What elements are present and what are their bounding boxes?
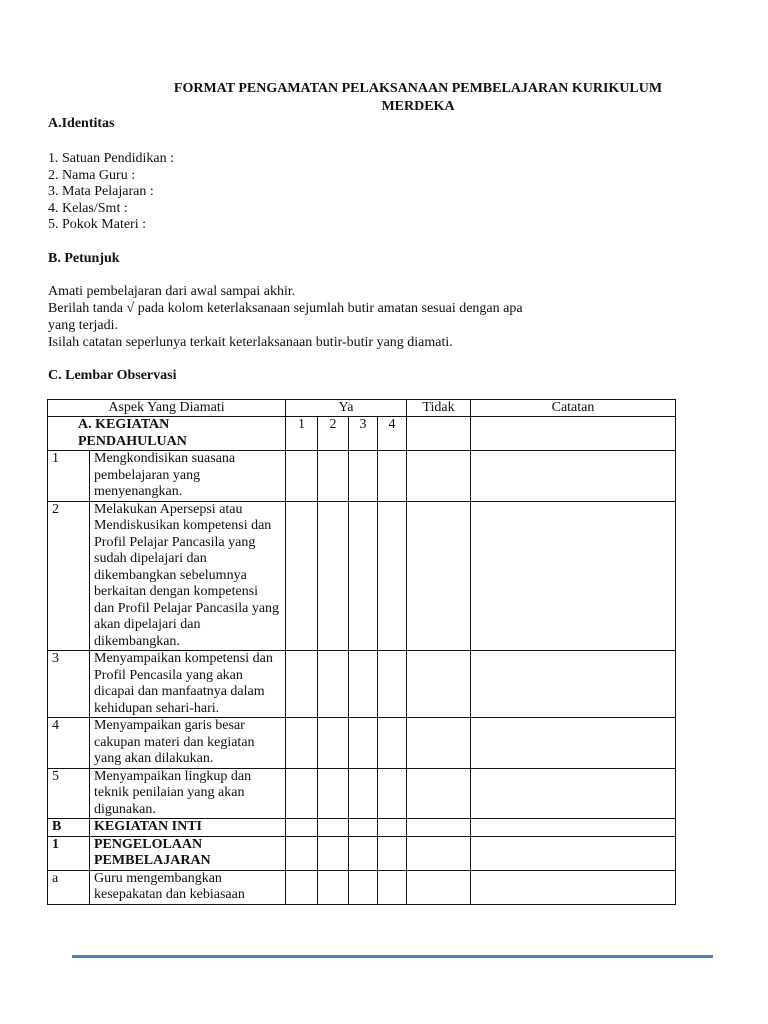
score-1: 1	[286, 417, 318, 451]
check-cell[interactable]	[378, 836, 407, 870]
table-row	[48, 451, 676, 502]
row-text: Menyampaikan kompetensi dan Profil Pencasila yang akan dicapai dan manfaatnya dalam kehidupan sehari-hari.	[90, 651, 286, 718]
row-number: 5	[48, 768, 90, 819]
title-line-2: MERDEKA	[381, 99, 455, 114]
row-text: Mengkondisikan suasana pembelajaran yang menyenangkan.	[90, 451, 286, 502]
score-2: 2	[318, 417, 349, 451]
section-b-label: KEGIATAN INTI	[90, 819, 286, 837]
check-cell[interactable]	[378, 718, 407, 769]
score-3: 3	[349, 417, 378, 451]
catatan-cell[interactable]	[471, 718, 676, 769]
check-cell[interactable]	[286, 501, 318, 651]
col-aspek: Aspek Yang Diamati	[48, 400, 286, 417]
catatan-cell[interactable]	[471, 870, 676, 904]
field-pokok-materi: 5. Pokok Materi :	[48, 217, 146, 232]
field-kelas-smt: 4. Kelas/Smt :	[48, 201, 128, 216]
petunjuk-heading: B. Petunjuk	[48, 251, 120, 266]
row-number: 3	[48, 651, 90, 718]
catatan-cell[interactable]	[471, 768, 676, 819]
check-cell[interactable]	[318, 651, 349, 718]
field-mata-pelajaran: 3. Mata Pelajaran :	[48, 184, 154, 199]
catatan-cell[interactable]	[471, 451, 676, 502]
field-satuan-pendidikan: 1. Satuan Pendidikan :	[48, 151, 174, 166]
check-cell[interactable]	[378, 870, 407, 904]
check-cell[interactable]	[318, 870, 349, 904]
section-b-number: B	[48, 819, 90, 837]
check-cell[interactable]	[318, 819, 349, 837]
check-cell[interactable]	[349, 768, 378, 819]
tidak-cell[interactable]	[407, 836, 471, 870]
petunjuk-line: Amati pembelajaran dari awal sampai akhir.	[48, 284, 296, 299]
col-ya: Ya	[286, 400, 407, 417]
row-number: 2	[48, 501, 90, 651]
check-cell[interactable]	[378, 768, 407, 819]
score-4: 4	[378, 417, 407, 451]
table-row	[48, 870, 676, 904]
tidak-cell[interactable]	[407, 417, 471, 451]
check-cell[interactable]	[318, 451, 349, 502]
check-cell[interactable]	[378, 819, 407, 837]
row-text: Guru mengembangkan kesepakatan dan kebiasaan	[90, 870, 286, 904]
identitas-heading: A.Identitas	[48, 116, 115, 131]
tidak-cell[interactable]	[407, 819, 471, 837]
catatan-cell[interactable]	[471, 501, 676, 651]
check-cell[interactable]	[286, 451, 318, 502]
section-b-row	[48, 819, 676, 837]
check-cell[interactable]	[349, 451, 378, 502]
catatan-cell[interactable]	[471, 819, 676, 837]
section-a-label: A. KEGIATAN PENDAHULUAN	[48, 417, 286, 451]
petunjuk-line: yang terjadi.	[48, 318, 118, 333]
row-text: Menyampaikan garis besar cakupan materi dan kegiatan yang akan dilakukan.	[90, 718, 286, 769]
check-cell[interactable]	[286, 819, 318, 837]
check-cell[interactable]	[349, 718, 378, 769]
petunjuk-line: Isilah catatan seperlunya terkait keterlaksanaan butir-butir yang diamati.	[48, 335, 453, 350]
page-title	[130, 80, 706, 116]
row-text: Menyampaikan lingkup dan teknik penilaian yang akan digunakan.	[90, 768, 286, 819]
check-cell[interactable]	[349, 501, 378, 651]
table-header-row	[48, 400, 676, 417]
check-cell[interactable]	[349, 651, 378, 718]
field-nama-guru: 2. Nama Guru :	[48, 168, 136, 183]
table-row	[48, 768, 676, 819]
check-cell[interactable]	[286, 651, 318, 718]
row-number: 1	[48, 451, 90, 502]
check-cell[interactable]	[318, 718, 349, 769]
tidak-cell[interactable]	[407, 651, 471, 718]
check-cell[interactable]	[349, 819, 378, 837]
check-cell[interactable]	[318, 768, 349, 819]
check-cell[interactable]	[349, 836, 378, 870]
tidak-cell[interactable]	[407, 768, 471, 819]
section-a-row	[48, 417, 676, 451]
check-cell[interactable]	[286, 718, 318, 769]
table-row	[48, 651, 676, 718]
row-number: a	[48, 870, 90, 904]
check-cell[interactable]	[286, 870, 318, 904]
catatan-cell[interactable]	[471, 651, 676, 718]
title-line-1: FORMAT PENGAMATAN PELAKSANAAN PEMBELAJARAN KURIKULUM	[173, 81, 663, 96]
petunjuk-line: Berilah tanda √ pada kolom keterlaksanaan sejumlah butir amatan sesuai dengan apa	[48, 301, 523, 316]
table-row	[48, 718, 676, 769]
tidak-cell[interactable]	[407, 870, 471, 904]
tidak-cell[interactable]	[407, 451, 471, 502]
subsection-label: PENGELOLAAN PEMBELAJARAN	[90, 836, 286, 870]
observation-table	[47, 399, 676, 905]
subsection-number: 1	[48, 836, 90, 870]
check-cell[interactable]	[378, 451, 407, 502]
check-cell[interactable]	[349, 870, 378, 904]
check-cell[interactable]	[286, 768, 318, 819]
subsection-row	[48, 836, 676, 870]
check-cell[interactable]	[378, 501, 407, 651]
catatan-cell[interactable]	[471, 417, 676, 451]
check-cell[interactable]	[318, 836, 349, 870]
footer-rule	[72, 955, 713, 958]
table-row	[48, 501, 676, 651]
row-text: Melakukan Apersepsi atau Mendiskusikan kompetensi dan Profil Pelajar Pancasila yang sudah dipelajari dan dikembangkan sebelumnya berkaitan dengan kompetensi dan Profil Pelajar Pancasila yang akan dipelajari dan dikembangkan.	[90, 501, 286, 651]
lembar-heading: C. Lembar Observasi	[48, 368, 177, 383]
row-number: 4	[48, 718, 90, 769]
tidak-cell[interactable]	[407, 718, 471, 769]
check-cell[interactable]	[318, 501, 349, 651]
check-cell[interactable]	[378, 651, 407, 718]
check-cell[interactable]	[286, 836, 318, 870]
catatan-cell[interactable]	[471, 836, 676, 870]
tidak-cell[interactable]	[407, 501, 471, 651]
col-tidak: Tidak	[407, 400, 471, 417]
col-catatan: Catatan	[471, 400, 676, 417]
